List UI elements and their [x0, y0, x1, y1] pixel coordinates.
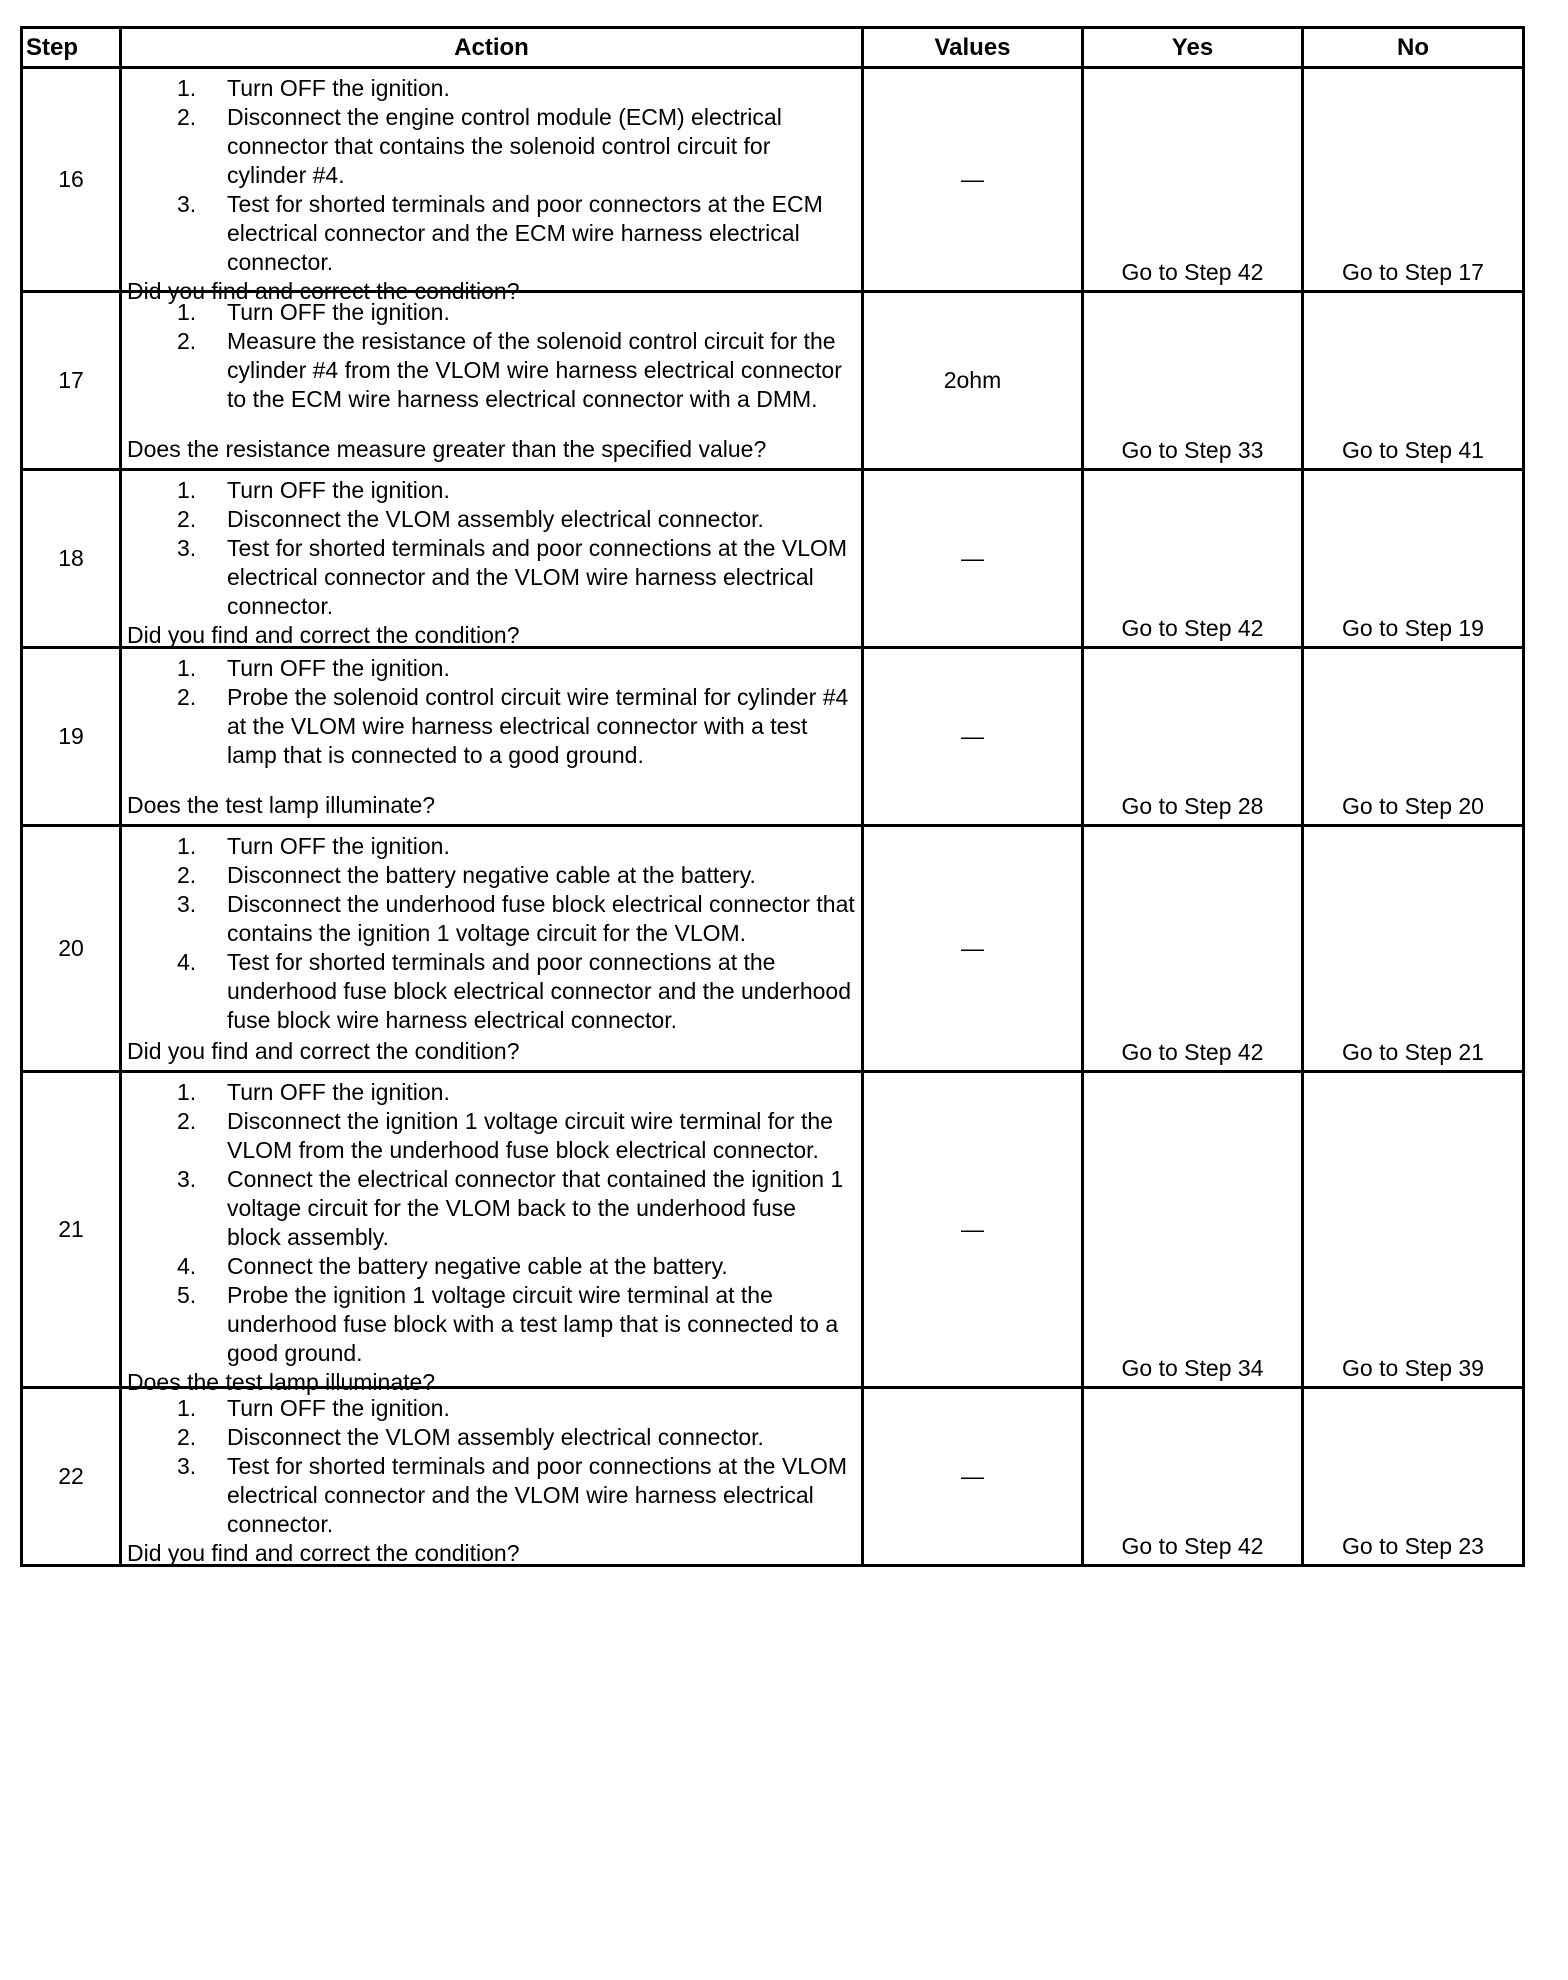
- values-header: Values: [863, 28, 1083, 68]
- action-step-text: Disconnect the VLOM assembly electrical connector.: [227, 506, 764, 532]
- action-step-number: 2.: [177, 506, 197, 532]
- action-step-number: 4.: [177, 949, 197, 975]
- no-cell: Go to Step 23: [1303, 1388, 1524, 1566]
- yes-cell: Go to Step 42: [1083, 1388, 1303, 1566]
- action-step-text: Connect the electrical connector that contained the ignition 1 voltage circuit for the VLOM back to the underhood fuse block assembly.: [227, 1166, 844, 1250]
- action-step-number: 1.: [177, 655, 197, 681]
- action-step: [127, 190, 855, 277]
- action-step-text: Turn OFF the ignition.: [227, 1079, 450, 1105]
- action-cell: [121, 292, 863, 470]
- action-step: [127, 890, 855, 948]
- action-cell: [121, 648, 863, 826]
- action-step-text: Turn OFF the ignition.: [227, 655, 450, 681]
- action-question: Did you find and correct the condition?: [127, 622, 520, 648]
- diagnostic-table: [20, 26, 1525, 1567]
- step-number: 16: [22, 68, 121, 292]
- action-step: [127, 534, 855, 621]
- value-cell: —: [863, 1072, 1083, 1388]
- action-step-text: Connect the battery negative cable at the battery.: [227, 1253, 728, 1279]
- action-step: [127, 1281, 855, 1368]
- value-cell: —: [863, 68, 1083, 292]
- action-question: Did you find and correct the condition?: [127, 1540, 520, 1566]
- action-step: [127, 327, 855, 414]
- action-cell: [121, 68, 863, 304]
- action-steps-list: [127, 298, 855, 414]
- action-cell: [121, 1072, 863, 1395]
- action-step: [127, 74, 855, 103]
- table-row: [22, 826, 1524, 1072]
- action-step-text: Test for shorted terminals and poor connectors at the ECM electrical connector and the ECM wire harness electrical connector.: [227, 191, 823, 275]
- action-steps-list: [127, 476, 855, 621]
- action-step: [127, 1165, 855, 1252]
- yes-header: Yes: [1083, 28, 1303, 68]
- action-step-number: 2.: [177, 1424, 197, 1450]
- action-step-number: 1.: [177, 1079, 197, 1105]
- no-cell: Go to Step 19: [1303, 470, 1524, 648]
- action-step: [127, 683, 855, 770]
- action-steps-list: [127, 832, 855, 1035]
- action-step-number: 5.: [177, 1282, 197, 1308]
- action-cell: [121, 470, 863, 648]
- step-number: 21: [22, 1072, 121, 1388]
- action-step-text: Disconnect the VLOM assembly electrical connector.: [227, 1424, 764, 1450]
- table-row: [22, 292, 1524, 470]
- action-steps-list: [127, 1078, 855, 1368]
- action-step-text: Test for shorted terminals and poor connections at the VLOM electrical connector and the VLOM wire harness electrical connector.: [227, 1453, 848, 1537]
- action-step-number: 2.: [177, 104, 197, 130]
- action-step-number: 2.: [177, 328, 197, 354]
- action-step-number: 2.: [177, 1108, 197, 1134]
- action-question: Does the test lamp illuminate?: [127, 1369, 436, 1395]
- value-cell: —: [863, 470, 1083, 648]
- action-step-number: 1.: [177, 75, 197, 101]
- action-step: [127, 861, 855, 890]
- action-step: [127, 1078, 855, 1107]
- action-question: Does the test lamp illuminate?: [127, 792, 436, 818]
- action-question: Did you find and correct the condition?: [127, 278, 520, 304]
- yes-cell: Go to Step 28: [1083, 648, 1303, 826]
- table-row: [22, 1388, 1524, 1566]
- yes-cell: Go to Step 42: [1083, 826, 1303, 1072]
- action-step-number: 1.: [177, 1395, 197, 1421]
- step-number: 20: [22, 826, 121, 1072]
- action-step-text: Turn OFF the ignition.: [227, 833, 450, 859]
- action-step-number: 3.: [177, 191, 197, 217]
- action-step-number: 1.: [177, 299, 197, 325]
- action-steps-list: [127, 654, 855, 770]
- action-step-number: 3.: [177, 891, 197, 917]
- value-cell: —: [863, 826, 1083, 1072]
- action-step-number: 2.: [177, 684, 197, 710]
- action-step-number: 4.: [177, 1253, 197, 1279]
- action-step-text: Probe the solenoid control circuit wire terminal for cylinder #4 at the VLOM wire harness electrical connector with a test lamp that is connected to a good ground.: [227, 684, 849, 768]
- action-step: [127, 1452, 855, 1539]
- value-cell: —: [863, 1388, 1083, 1566]
- action-step: [127, 1394, 855, 1423]
- action-step: [127, 654, 855, 683]
- no-cell: Go to Step 17: [1303, 68, 1524, 292]
- action-step-text: Turn OFF the ignition.: [227, 299, 450, 325]
- action-step-number: 3.: [177, 535, 197, 561]
- table-row: [22, 1072, 1524, 1388]
- yes-cell: Go to Step 34: [1083, 1072, 1303, 1388]
- value-cell: 2ohm: [863, 292, 1083, 470]
- table-row: [22, 68, 1524, 292]
- no-cell: Go to Step 39: [1303, 1072, 1524, 1388]
- action-step: [127, 103, 855, 190]
- action-step: [127, 298, 855, 327]
- step-number: 18: [22, 470, 121, 648]
- step-number: 19: [22, 648, 121, 826]
- table-row: [22, 470, 1524, 648]
- action-step: [127, 948, 855, 1035]
- yes-cell: Go to Step 33: [1083, 292, 1303, 470]
- action-step: [127, 505, 855, 534]
- action-step: [127, 1107, 855, 1165]
- action-step-text: Disconnect the engine control module (ECM) electrical connector that contains the solenoid control circuit for cylinder #4.: [227, 104, 782, 188]
- action-step-number: 2.: [177, 862, 197, 888]
- action-step-text: Turn OFF the ignition.: [227, 75, 450, 101]
- action-step: [127, 1423, 855, 1452]
- action-step: [127, 476, 855, 505]
- yes-cell: Go to Step 42: [1083, 68, 1303, 292]
- action-steps-list: [127, 74, 855, 277]
- action-step-number: 3.: [177, 1166, 197, 1192]
- action-step-text: Disconnect the underhood fuse block electrical connector that contains the ignition 1 voltage circuit for the VLOM.: [227, 891, 855, 946]
- action-step: [127, 832, 855, 861]
- step-number: 22: [22, 1388, 121, 1566]
- action-step-text: Test for shorted terminals and poor connections at the underhood fuse block electrical connector and the underhood fuse block wire harness electrical connector.: [227, 949, 851, 1033]
- action-step-text: Test for shorted terminals and poor connections at the VLOM electrical connector and the VLOM wire harness electrical connector.: [227, 535, 848, 619]
- action-step-text: Turn OFF the ignition.: [227, 477, 450, 503]
- action-steps-list: [127, 1394, 855, 1539]
- action-step-text: Disconnect the battery negative cable at the battery.: [227, 862, 756, 888]
- step-number: 17: [22, 292, 121, 470]
- action-step-text: Disconnect the ignition 1 voltage circuit wire terminal for the VLOM from the underhood fuse block electrical connector.: [227, 1108, 833, 1163]
- value-cell: —: [863, 648, 1083, 826]
- action-step: [127, 1252, 855, 1281]
- action-cell: [121, 826, 863, 1072]
- table-row: [22, 648, 1524, 826]
- action-step-text: Turn OFF the ignition.: [227, 1395, 450, 1421]
- no-cell: Go to Step 41: [1303, 292, 1524, 470]
- step-header: Step: [22, 28, 121, 68]
- yes-cell: Go to Step 42: [1083, 470, 1303, 648]
- action-step-number: 3.: [177, 1453, 197, 1479]
- action-cell: [121, 1388, 863, 1566]
- action-question: Does the resistance measure greater than the specified value?: [127, 436, 767, 462]
- action-step-text: Probe the ignition 1 voltage circuit wire terminal at the underhood fuse block with a test lamp that is connected to a good ground.: [227, 1282, 839, 1366]
- action-step-number: 1.: [177, 477, 197, 503]
- header-row: [22, 28, 1524, 68]
- no-cell: Go to Step 21: [1303, 826, 1524, 1072]
- no-cell: Go to Step 20: [1303, 648, 1524, 826]
- action-step-number: 1.: [177, 833, 197, 859]
- no-header: No: [1303, 28, 1524, 68]
- action-step-text: Measure the resistance of the solenoid control circuit for the cylinder #4 from the VLOM wire harness electrical connector to the ECM wire harness electrical connector with a DMM.: [227, 328, 842, 412]
- action-question: Did you find and correct the condition?: [127, 1038, 520, 1064]
- action-header: Action: [121, 28, 863, 68]
